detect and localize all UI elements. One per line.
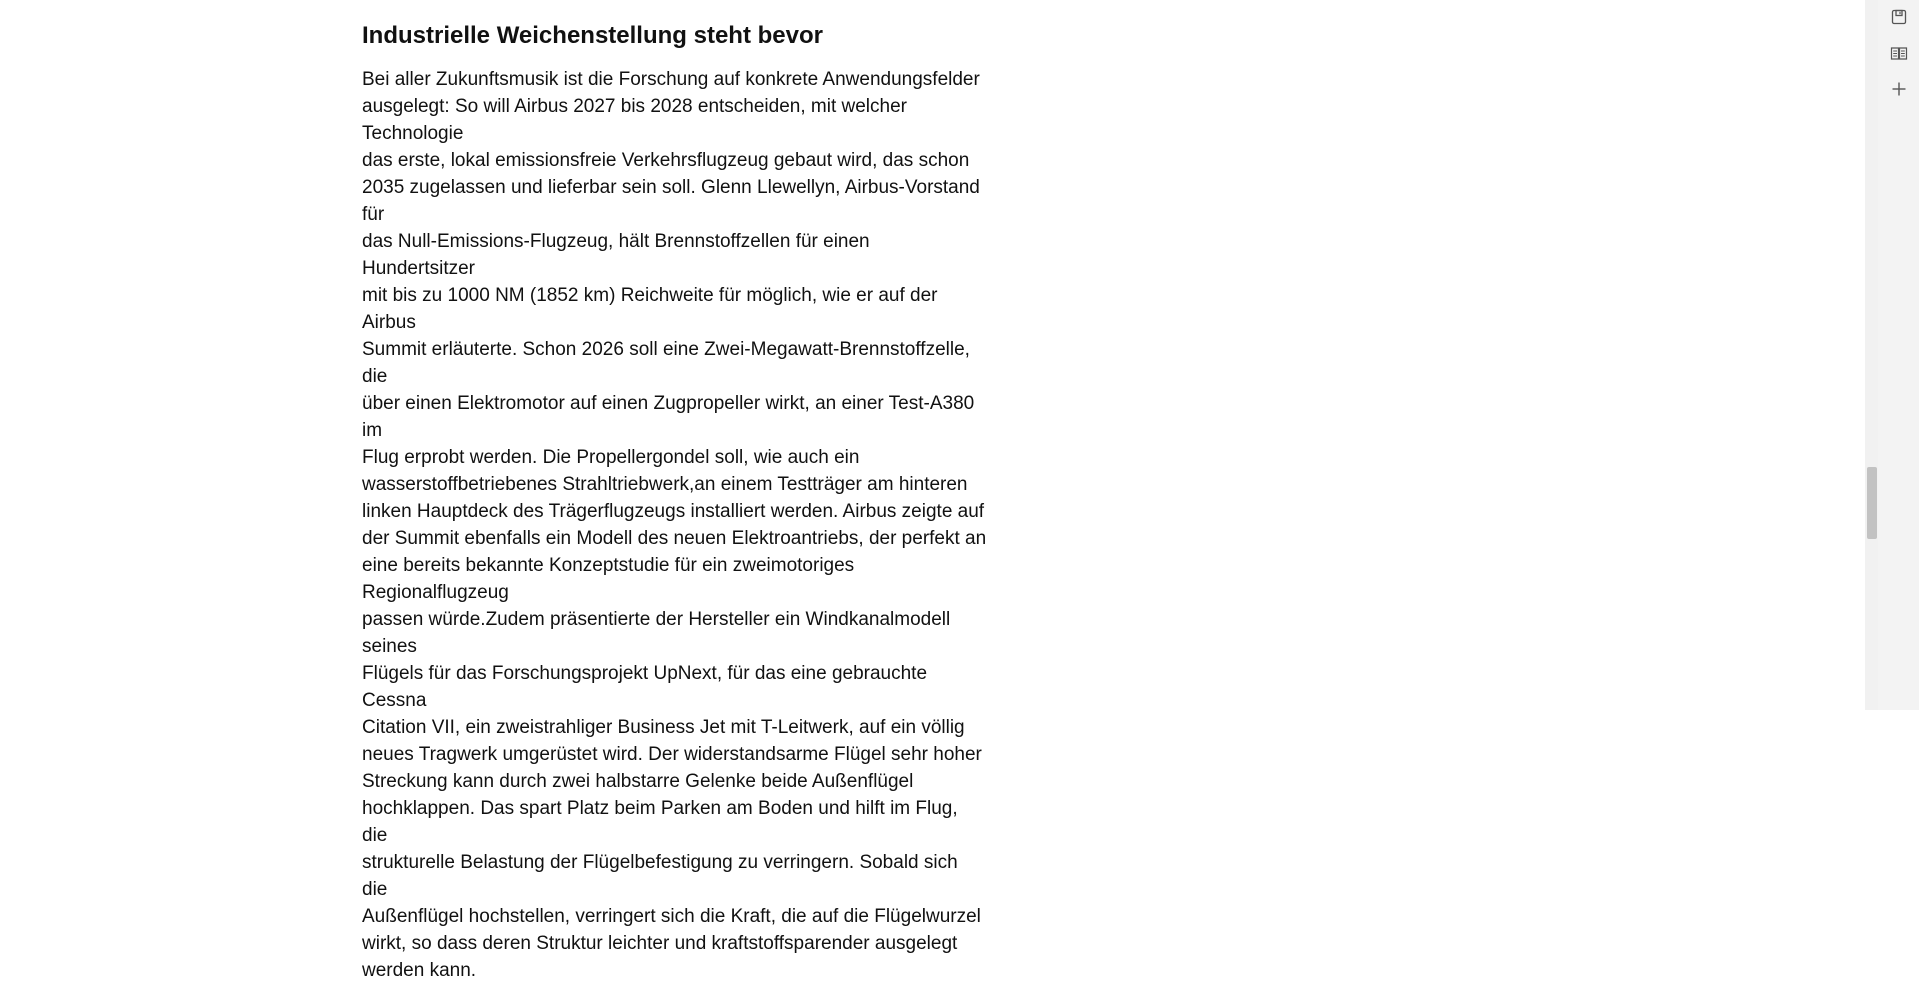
body-line: das Null-Emissions-Flugzeug, hält Brennstoffzellen für einen Hundertsitzer [362,231,870,279]
save-icon [1890,8,1908,26]
body-line: eine bereits bekannte Konzeptstudie für ein zweimotoriges Regionalflugzeug [362,555,855,603]
body-line: Summit erläuterte. Schon 2026 soll eine Zwei-Megawatt-Brennstoffzelle, die [362,339,970,387]
scrollbar-thumb[interactable] [1867,467,1877,539]
body-line: Citation VII, ein zweistrahliger Business Jet mit T-Leitwerk, auf ein völlig [362,717,965,738]
vertical-scrollbar[interactable] [1865,0,1878,710]
body-line: neues Tragwerk umgerüstet wird. Der widerstandsarme Flügel sehr hoher [362,744,982,765]
body-line: Außenflügel hochstellen, verringert sich die Kraft, die auf die Flügelwurzel [362,906,981,927]
body-line: wasserstoffbetriebenes Strahltriebwerk,an einem Testträger am hinteren [362,474,968,495]
add-button[interactable] [1888,78,1910,100]
article-heading: Industrielle Weichenstellung steht bevor [362,22,823,49]
body-line: passen würde.Zudem präsentierte der Hersteller ein Windkanalmodell seines [362,609,951,657]
body-line: Flügels für das Forschungsprojekt UpNext, für das eine gebrauchte Cessna [362,663,928,711]
body-line: hochklappen. Das spart Platz beim Parken am Boden und hilft im Flug, die [362,798,958,846]
body-line: der Summit ebenfalls ein Modell des neuen Elektroantriebs, der perfekt an [362,528,987,549]
body-line: 2035 zugelassen und lieferbar sein soll. Glenn Llewellyn, Airbus-Vorstand für [362,177,980,225]
plus-icon [1890,80,1908,98]
article [362,18,987,984]
body-line: ausgelegt: So will Airbus 2027 bis 2028 entscheiden, mit welcher Technologie [362,96,907,144]
body-line: werden kann. [362,960,477,981]
body-line: das erste, lokal emissionsfreie Verkehrsflugzeug gebaut wird, das schon [362,150,970,171]
reader-icon [1890,44,1908,62]
body-line: strukturelle Belastung der Flügelbefestigung zu verringern. Sobald sich die [362,852,958,900]
body-line: linken Hauptdeck des Trägerflugzeugs installiert werden. Airbus zeigte auf [362,501,985,522]
body-line: Streckung kann durch zwei halbstarre Gelenke beide Außenflügel [362,771,914,792]
body-line: wirkt, so dass deren Struktur leichter und kraftstoffsparender ausgelegt [362,933,958,954]
body-line: mit bis zu 1000 NM (1852 km) Reichweite für möglich, wie er auf der Airbus [362,285,938,333]
body-line: Bei aller Zukunftsmusik ist die Forschung auf konkrete Anwendungsfelder [362,69,980,90]
reader-view-button[interactable] [1888,42,1910,64]
body-line: Flug erprobt werden. Die Propellergondel soll, wie auch ein [362,447,860,468]
side-toolbar [1878,0,1919,710]
body-line: über einen Elektromotor auf einen Zugpropeller wirkt, an einer Test-A380 im [362,393,975,441]
article-body [362,66,987,984]
save-button[interactable] [1888,6,1910,28]
